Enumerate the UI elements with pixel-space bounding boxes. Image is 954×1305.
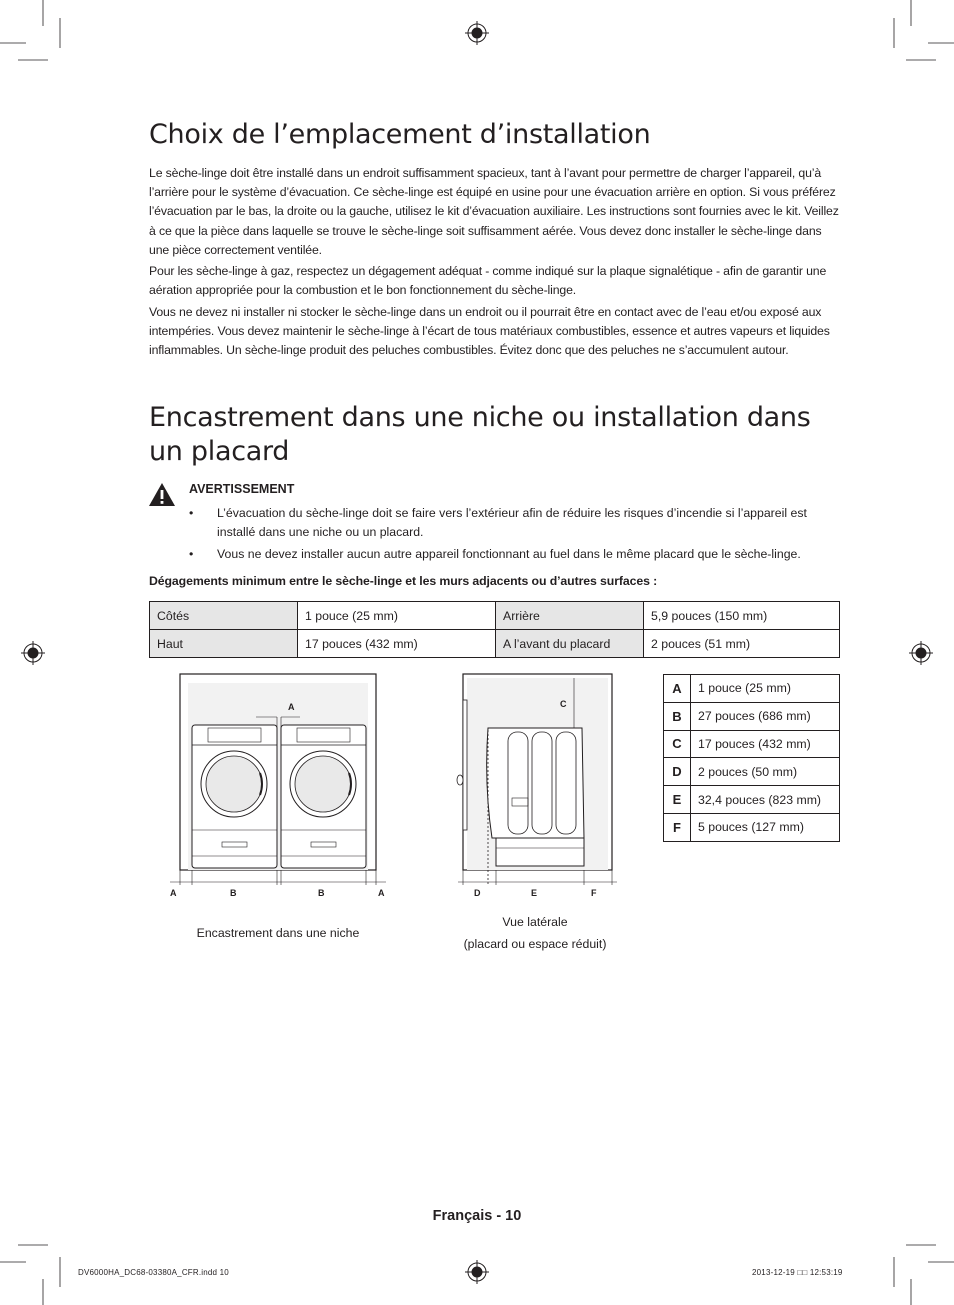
figure-caption: Encastrement dans une niche	[196, 926, 360, 940]
print-slug-left: DV6000HA_DC68-03380A_CFR.indd 10	[78, 1268, 229, 1277]
print-slug-right: 2013-12-19 □□ 12:53:19	[752, 1268, 843, 1277]
dim-label-top: C	[560, 699, 567, 709]
legend-key: C	[664, 730, 691, 758]
paragraph-3: Vous ne devez ni installer ni stocker le sèche-linge dans un endroit ou il pourrait être en contact avec de l’eau et/ou exposé aux intempéries. Vous devez maintenir le sèche-linge à l’écart de tous matériaux combustibles, essence et autres vapeurs et liquides inflammables. Un sèche-linge produit des peluches combustibles. Évitez donc que des peluches ne s’accumulent autour.	[149, 305, 830, 358]
page-number: Français - 10	[432, 1208, 522, 1224]
section1-title: Choix de l’emplacement d’installation	[149, 119, 651, 150]
table-row	[664, 813, 840, 841]
legend-value: 32,4 pouces (823 mm)	[691, 786, 840, 814]
dim-label: D	[474, 888, 481, 898]
table-row	[664, 702, 840, 730]
legend-key: A	[664, 675, 691, 703]
table-row	[150, 602, 840, 630]
warning-label: AVERTISSEMENT	[189, 482, 295, 496]
legend-key: F	[664, 813, 691, 841]
clearance-table	[149, 601, 840, 658]
warning-icon	[148, 482, 176, 508]
dim-label: A	[170, 888, 177, 898]
table-cell: Haut	[150, 630, 298, 658]
table-row	[664, 758, 840, 786]
paragraph-1: Le sèche-linge doit être installé dans un endroit suffisamment spacieux, tant à l’avant pour permettre de charger l’appareil, qu’à l’arrière pour le système d’évacuation. Ce sèche-linge est équipé en usine pour une évacuation arrière en option. Si vous préférez l’évacuation par le bas, la droite ou la gauche, utilisez le kit d’évacuation auxiliaire. Les instructions sont fournies avec le kit. Veillez à ce que la pièce dans laquelle se trouve le sèche-linge soit suffisamment aérée. Vous devez donc installer le sèche-linge dans une pièce correctement ventilée.	[149, 166, 839, 257]
table-row	[664, 730, 840, 758]
legend-table	[663, 674, 840, 842]
dryer-front-icon	[281, 725, 366, 868]
dim-label: A	[378, 888, 385, 898]
table-cell: 1 pouce (25 mm)	[298, 602, 496, 630]
table-row	[664, 675, 840, 703]
dim-label: B	[318, 888, 325, 898]
legend-value: 27 pouces (686 mm)	[691, 702, 840, 730]
dryer-side-icon	[487, 728, 584, 866]
table-cell: 2 pouces (51 mm)	[644, 630, 840, 658]
legend-key: B	[664, 702, 691, 730]
table-cell: 17 pouces (432 mm)	[298, 630, 496, 658]
table-cell: A l’avant du placard	[496, 630, 644, 658]
table-row	[664, 786, 840, 814]
figure-caption: (placard ou espace réduit)	[463, 937, 607, 951]
legend-value: 17 pouces (432 mm)	[691, 730, 840, 758]
legend-value: 5 pouces (127 mm)	[691, 813, 840, 841]
dim-label: E	[531, 888, 538, 898]
table-row	[150, 630, 840, 658]
dim-label-top: A	[288, 702, 295, 712]
clearance-title: Dégagements minimum entre le sèche-linge et les murs adjacents ou d’autres surfaces :	[149, 574, 658, 588]
dim-label: B	[230, 888, 237, 898]
closet-side-diagram	[452, 670, 622, 902]
warning-bullet-text: Vous ne devez installer aucun autre appareil fonctionnant au fuel dans le même placard que le sèche-linge.	[217, 547, 801, 561]
table-cell: Côtés	[150, 602, 298, 630]
paragraph-2: Pour les sèche-linge à gaz, respectez un dégagement adéquat - comme indiqué sur la plaque signalétique - afin de garantir une aération appropriée pour la combustion et le bon fonctionnement du sèche-linge.	[149, 264, 827, 298]
legend-value: 1 pouce (25 mm)	[691, 675, 840, 703]
dryer-front-icon	[192, 725, 277, 868]
warning-bullet-text: L’évacuation du sèche-linge doit se faire vers l’extérieur afin de réduire les risques d’incendie si l’appareil est installé dans une niche ou un placard.	[217, 506, 807, 539]
figure-caption: Vue latérale	[502, 915, 568, 929]
legend-key: D	[664, 758, 691, 786]
legend-key: E	[664, 786, 691, 814]
table-cell: Arrière	[496, 602, 644, 630]
section2-title: Encastrement dans une niche ou installation dans un placard	[149, 402, 811, 467]
legend-value: 2 pouces (50 mm)	[691, 758, 840, 786]
niche-front-diagram	[160, 670, 400, 902]
dim-label: F	[591, 888, 597, 898]
table-cell: 5,9 pouces (150 mm)	[644, 602, 840, 630]
